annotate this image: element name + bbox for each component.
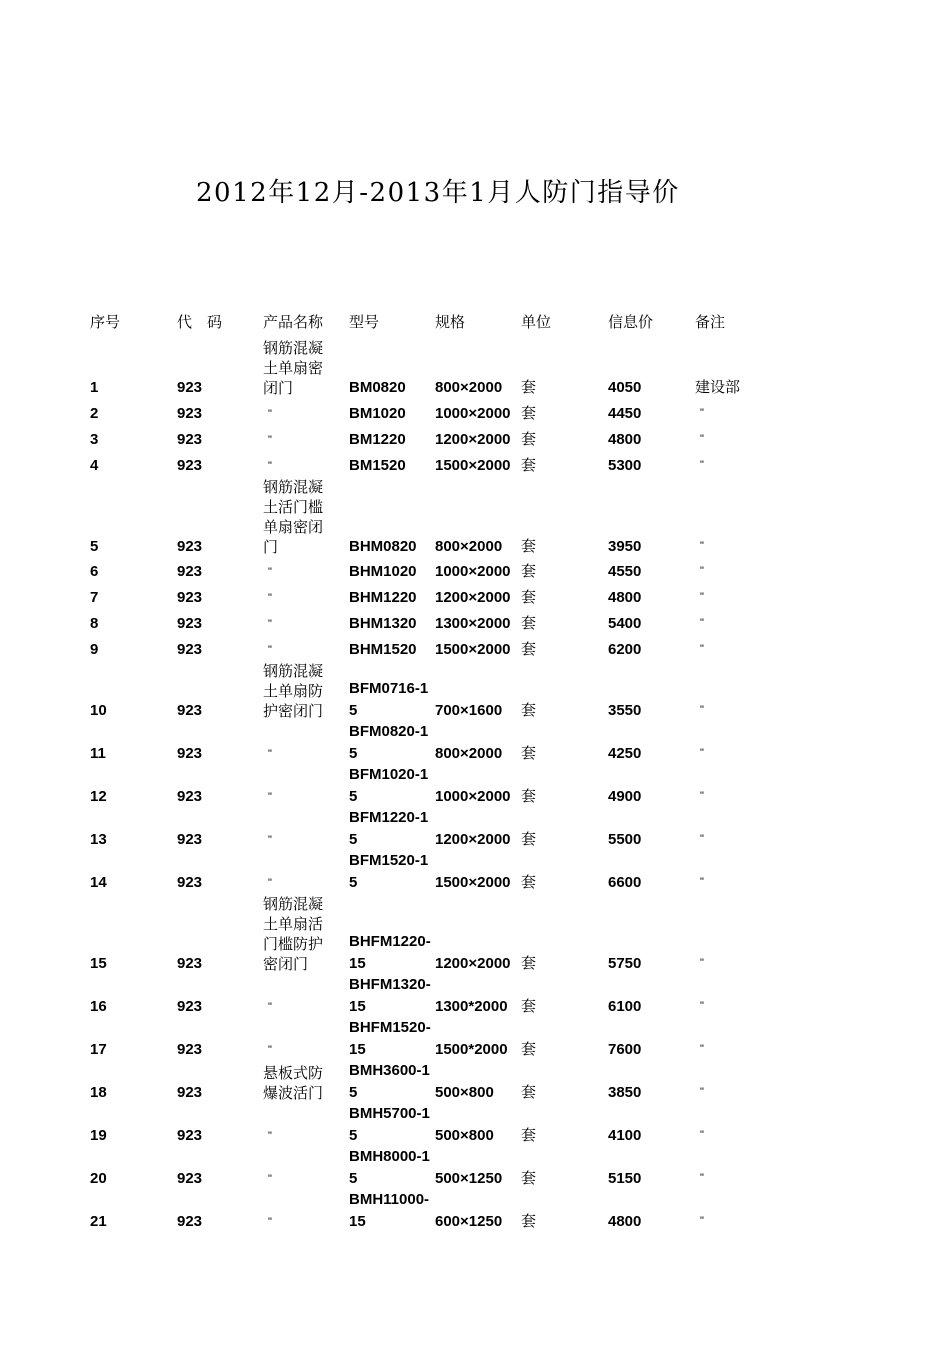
cell-price: 4050 — [608, 379, 642, 396]
cell-model: BHM1220 — [349, 588, 417, 606]
cell-code: 923 — [177, 998, 203, 1015]
cell-note: " — [700, 747, 704, 759]
header-code: 代 码 — [177, 313, 223, 331]
cell-model: BMH8000-15 — [349, 1148, 430, 1187]
cell-note: " — [700, 1000, 704, 1012]
cell-no: 12 — [90, 788, 107, 805]
cell-no: 5 — [90, 538, 99, 555]
cell-model: BFM1520-15 — [349, 852, 429, 891]
cell-model: BMH3600-15 — [349, 1062, 430, 1101]
cell-spec: 1000×2000 — [435, 405, 511, 422]
cell-unit: 套 — [521, 744, 537, 762]
cell-name: " — [268, 748, 272, 760]
cell-name: " — [268, 566, 272, 578]
cell-note: " — [700, 565, 704, 577]
cell-note: " — [700, 1172, 704, 1184]
cell-no: 3 — [90, 431, 99, 448]
page-title: 2012年12月-2013年1月人防门指导价 — [196, 178, 680, 208]
cell-unit: 套 — [521, 562, 537, 580]
cell-model: BM1220 — [349, 430, 406, 448]
cell-no: 17 — [90, 1041, 107, 1058]
cell-unit: 套 — [521, 787, 537, 805]
cell-name: 钢筋混凝土单扇防护密闭门 — [263, 662, 324, 720]
cell-note: " — [700, 833, 704, 845]
cell-unit: 套 — [521, 997, 537, 1015]
cell-code: 923 — [177, 1213, 203, 1230]
cell-name: " — [268, 408, 272, 420]
cell-note: " — [700, 540, 704, 552]
cell-code: 923 — [177, 641, 203, 658]
cell-no: 9 — [90, 641, 99, 658]
cell-model: BHM1020 — [349, 562, 417, 580]
cell-code: 923 — [177, 431, 203, 448]
cell-price: 5750 — [608, 955, 642, 972]
cell-model: BHM1520 — [349, 640, 417, 658]
cell-price: 4450 — [608, 405, 642, 422]
cell-note: " — [700, 1129, 704, 1141]
cell-unit: 套 — [521, 701, 537, 719]
cell-spec: 1500×2000 — [435, 457, 511, 474]
cell-model: BFM1020-15 — [349, 766, 429, 805]
cell-spec: 1000×2000 — [435, 788, 511, 805]
header-note: 备注 — [695, 313, 726, 331]
cell-name: " — [268, 460, 272, 472]
cell-price: 4100 — [608, 1127, 642, 1144]
cell-unit: 套 — [521, 954, 537, 972]
cell-price: 3850 — [608, 1084, 642, 1101]
cell-no: 4 — [90, 457, 99, 474]
cell-spec: 800×2000 — [435, 379, 503, 396]
cell-no: 11 — [90, 745, 106, 762]
cell-note: " — [700, 704, 704, 716]
cell-spec: 1500×2000 — [435, 874, 511, 891]
cell-spec: 1500×2000 — [435, 641, 511, 658]
cell-price: 4800 — [608, 1213, 642, 1230]
cell-code: 923 — [177, 745, 203, 762]
cell-price: 4250 — [608, 745, 642, 762]
cell-unit: 套 — [521, 640, 537, 658]
cell-spec: 1200×2000 — [435, 831, 511, 848]
cell-name: 钢筋混凝土单扇活门槛防护密闭门 — [263, 895, 324, 973]
cell-spec: 500×800 — [435, 1127, 494, 1144]
cell-name: " — [268, 434, 272, 446]
header-unit: 单位 — [521, 313, 552, 331]
cell-name: 悬板式防爆波活门 — [263, 1064, 324, 1102]
header-no: 序号 — [90, 313, 121, 331]
cell-name: " — [268, 1044, 272, 1056]
cell-name: " — [268, 1001, 272, 1013]
cell-price: 4900 — [608, 788, 642, 805]
cell-spec: 700×1600 — [435, 702, 503, 719]
cell-note: " — [700, 407, 704, 419]
cell-note: " — [700, 1086, 704, 1098]
cell-unit: 套 — [521, 378, 537, 396]
cell-no: 14 — [90, 874, 107, 891]
cell-price: 5300 — [608, 457, 642, 474]
cell-price: 5150 — [608, 1170, 642, 1187]
cell-name: 钢筋混凝土活门槛单扇密闭门 — [263, 478, 324, 556]
cell-code: 923 — [177, 788, 203, 805]
cell-note: " — [700, 617, 704, 629]
cell-code: 923 — [177, 538, 203, 555]
cell-price: 3950 — [608, 538, 642, 555]
cell-no: 13 — [90, 831, 107, 848]
cell-name: " — [268, 592, 272, 604]
cell-model: BFM1220-15 — [349, 809, 429, 848]
header-price: 信息价 — [608, 313, 654, 331]
cell-name: " — [268, 791, 272, 803]
cell-unit: 套 — [521, 1212, 537, 1230]
cell-code: 923 — [177, 1084, 203, 1101]
cell-unit: 套 — [521, 404, 537, 422]
cell-note: " — [700, 433, 704, 445]
cell-code: 923 — [177, 955, 203, 972]
cell-spec: 800×2000 — [435, 745, 503, 762]
cell-no: 20 — [90, 1170, 107, 1187]
cell-unit: 套 — [521, 1040, 537, 1058]
cell-code: 923 — [177, 1041, 203, 1058]
header-spec: 规格 — [435, 313, 466, 331]
cell-note: 建设部 — [695, 378, 741, 396]
cell-model: BM1520 — [349, 456, 406, 474]
cell-unit: 套 — [521, 830, 537, 848]
cell-unit: 套 — [521, 588, 537, 606]
cell-code: 923 — [177, 379, 203, 396]
cell-price: 6200 — [608, 641, 642, 658]
cell-name: 钢筋混凝土单扇密闭门 — [263, 339, 324, 397]
cell-unit: 套 — [521, 430, 537, 448]
cell-model: BHFM1520-15 — [349, 1019, 431, 1058]
cell-no: 18 — [90, 1084, 107, 1101]
cell-code: 923 — [177, 831, 203, 848]
cell-no: 2 — [90, 405, 99, 422]
cell-code: 923 — [177, 702, 203, 719]
cell-model: BM1020 — [349, 404, 406, 422]
cell-name: " — [268, 1216, 272, 1228]
cell-unit: 套 — [521, 537, 537, 555]
cell-code: 923 — [177, 563, 203, 580]
cell-code: 923 — [177, 1127, 203, 1144]
cell-note: " — [700, 459, 704, 471]
cell-price: 4800 — [608, 589, 642, 606]
cell-model: BMH5700-15 — [349, 1105, 430, 1144]
header-name: 产品名称 — [263, 313, 324, 331]
cell-name: " — [268, 877, 272, 889]
cell-price: 5400 — [608, 615, 642, 632]
cell-code: 923 — [177, 1170, 203, 1187]
cell-spec: 500×800 — [435, 1084, 494, 1101]
cell-price: 4550 — [608, 563, 642, 580]
cell-name: " — [268, 618, 272, 630]
cell-note: " — [700, 876, 704, 888]
cell-model: BM0820 — [349, 378, 406, 396]
cell-spec: 1300×2000 — [435, 615, 511, 632]
cell-no: 19 — [90, 1127, 107, 1144]
cell-no: 8 — [90, 615, 99, 632]
cell-model: BFM0820-15 — [349, 723, 429, 762]
cell-spec: 1000×2000 — [435, 563, 511, 580]
cell-code: 923 — [177, 589, 203, 606]
cell-no: 21 — [90, 1213, 107, 1230]
cell-model: BMH11000-15 — [349, 1191, 430, 1230]
cell-note: " — [700, 790, 704, 802]
cell-code: 923 — [177, 874, 203, 891]
cell-no: 6 — [90, 563, 99, 580]
cell-name: " — [268, 1130, 272, 1142]
cell-spec: 800×2000 — [435, 538, 503, 555]
cell-price: 7600 — [608, 1041, 642, 1058]
cell-name: " — [268, 834, 272, 846]
cell-price: 6100 — [608, 998, 642, 1015]
cell-code: 923 — [177, 457, 203, 474]
header-model: 型号 — [349, 313, 380, 331]
cell-model: BHFM1220-15 — [349, 933, 431, 972]
cell-note: " — [700, 957, 704, 969]
cell-spec: 1200×2000 — [435, 431, 511, 448]
cell-spec: 600×1250 — [435, 1213, 503, 1230]
cell-spec: 1200×2000 — [435, 589, 511, 606]
cell-price: 4800 — [608, 431, 642, 448]
cell-unit: 套 — [521, 873, 537, 891]
cell-unit: 套 — [521, 1169, 537, 1187]
cell-spec: 1300*2000 — [435, 998, 508, 1015]
cell-code: 923 — [177, 405, 203, 422]
cell-no: 15 — [90, 955, 107, 972]
cell-name: " — [268, 644, 272, 656]
cell-no: 10 — [90, 702, 107, 719]
cell-note: " — [700, 1043, 704, 1055]
cell-unit: 套 — [521, 1126, 537, 1144]
cell-note: " — [700, 643, 704, 655]
cell-name: " — [268, 1173, 272, 1185]
cell-no: 16 — [90, 998, 107, 1015]
cell-note: " — [700, 1215, 704, 1227]
cell-no: 7 — [90, 589, 99, 606]
cell-model: BFM0716-15 — [349, 680, 429, 719]
cell-spec: 1500*2000 — [435, 1041, 508, 1058]
cell-unit: 套 — [521, 1083, 537, 1101]
cell-model: BHM0820 — [349, 537, 417, 555]
cell-spec: 500×1250 — [435, 1170, 503, 1187]
cell-unit: 套 — [521, 456, 537, 474]
cell-spec: 1200×2000 — [435, 955, 511, 972]
cell-model: BHM1320 — [349, 614, 417, 632]
cell-code: 923 — [177, 615, 203, 632]
cell-note: " — [700, 591, 704, 603]
cell-no: 1 — [90, 379, 99, 396]
cell-price: 6600 — [608, 874, 642, 891]
cell-model: BHFM1320-15 — [349, 976, 431, 1015]
cell-unit: 套 — [521, 614, 537, 632]
cell-price: 3550 — [608, 702, 642, 719]
cell-price: 5500 — [608, 831, 642, 848]
